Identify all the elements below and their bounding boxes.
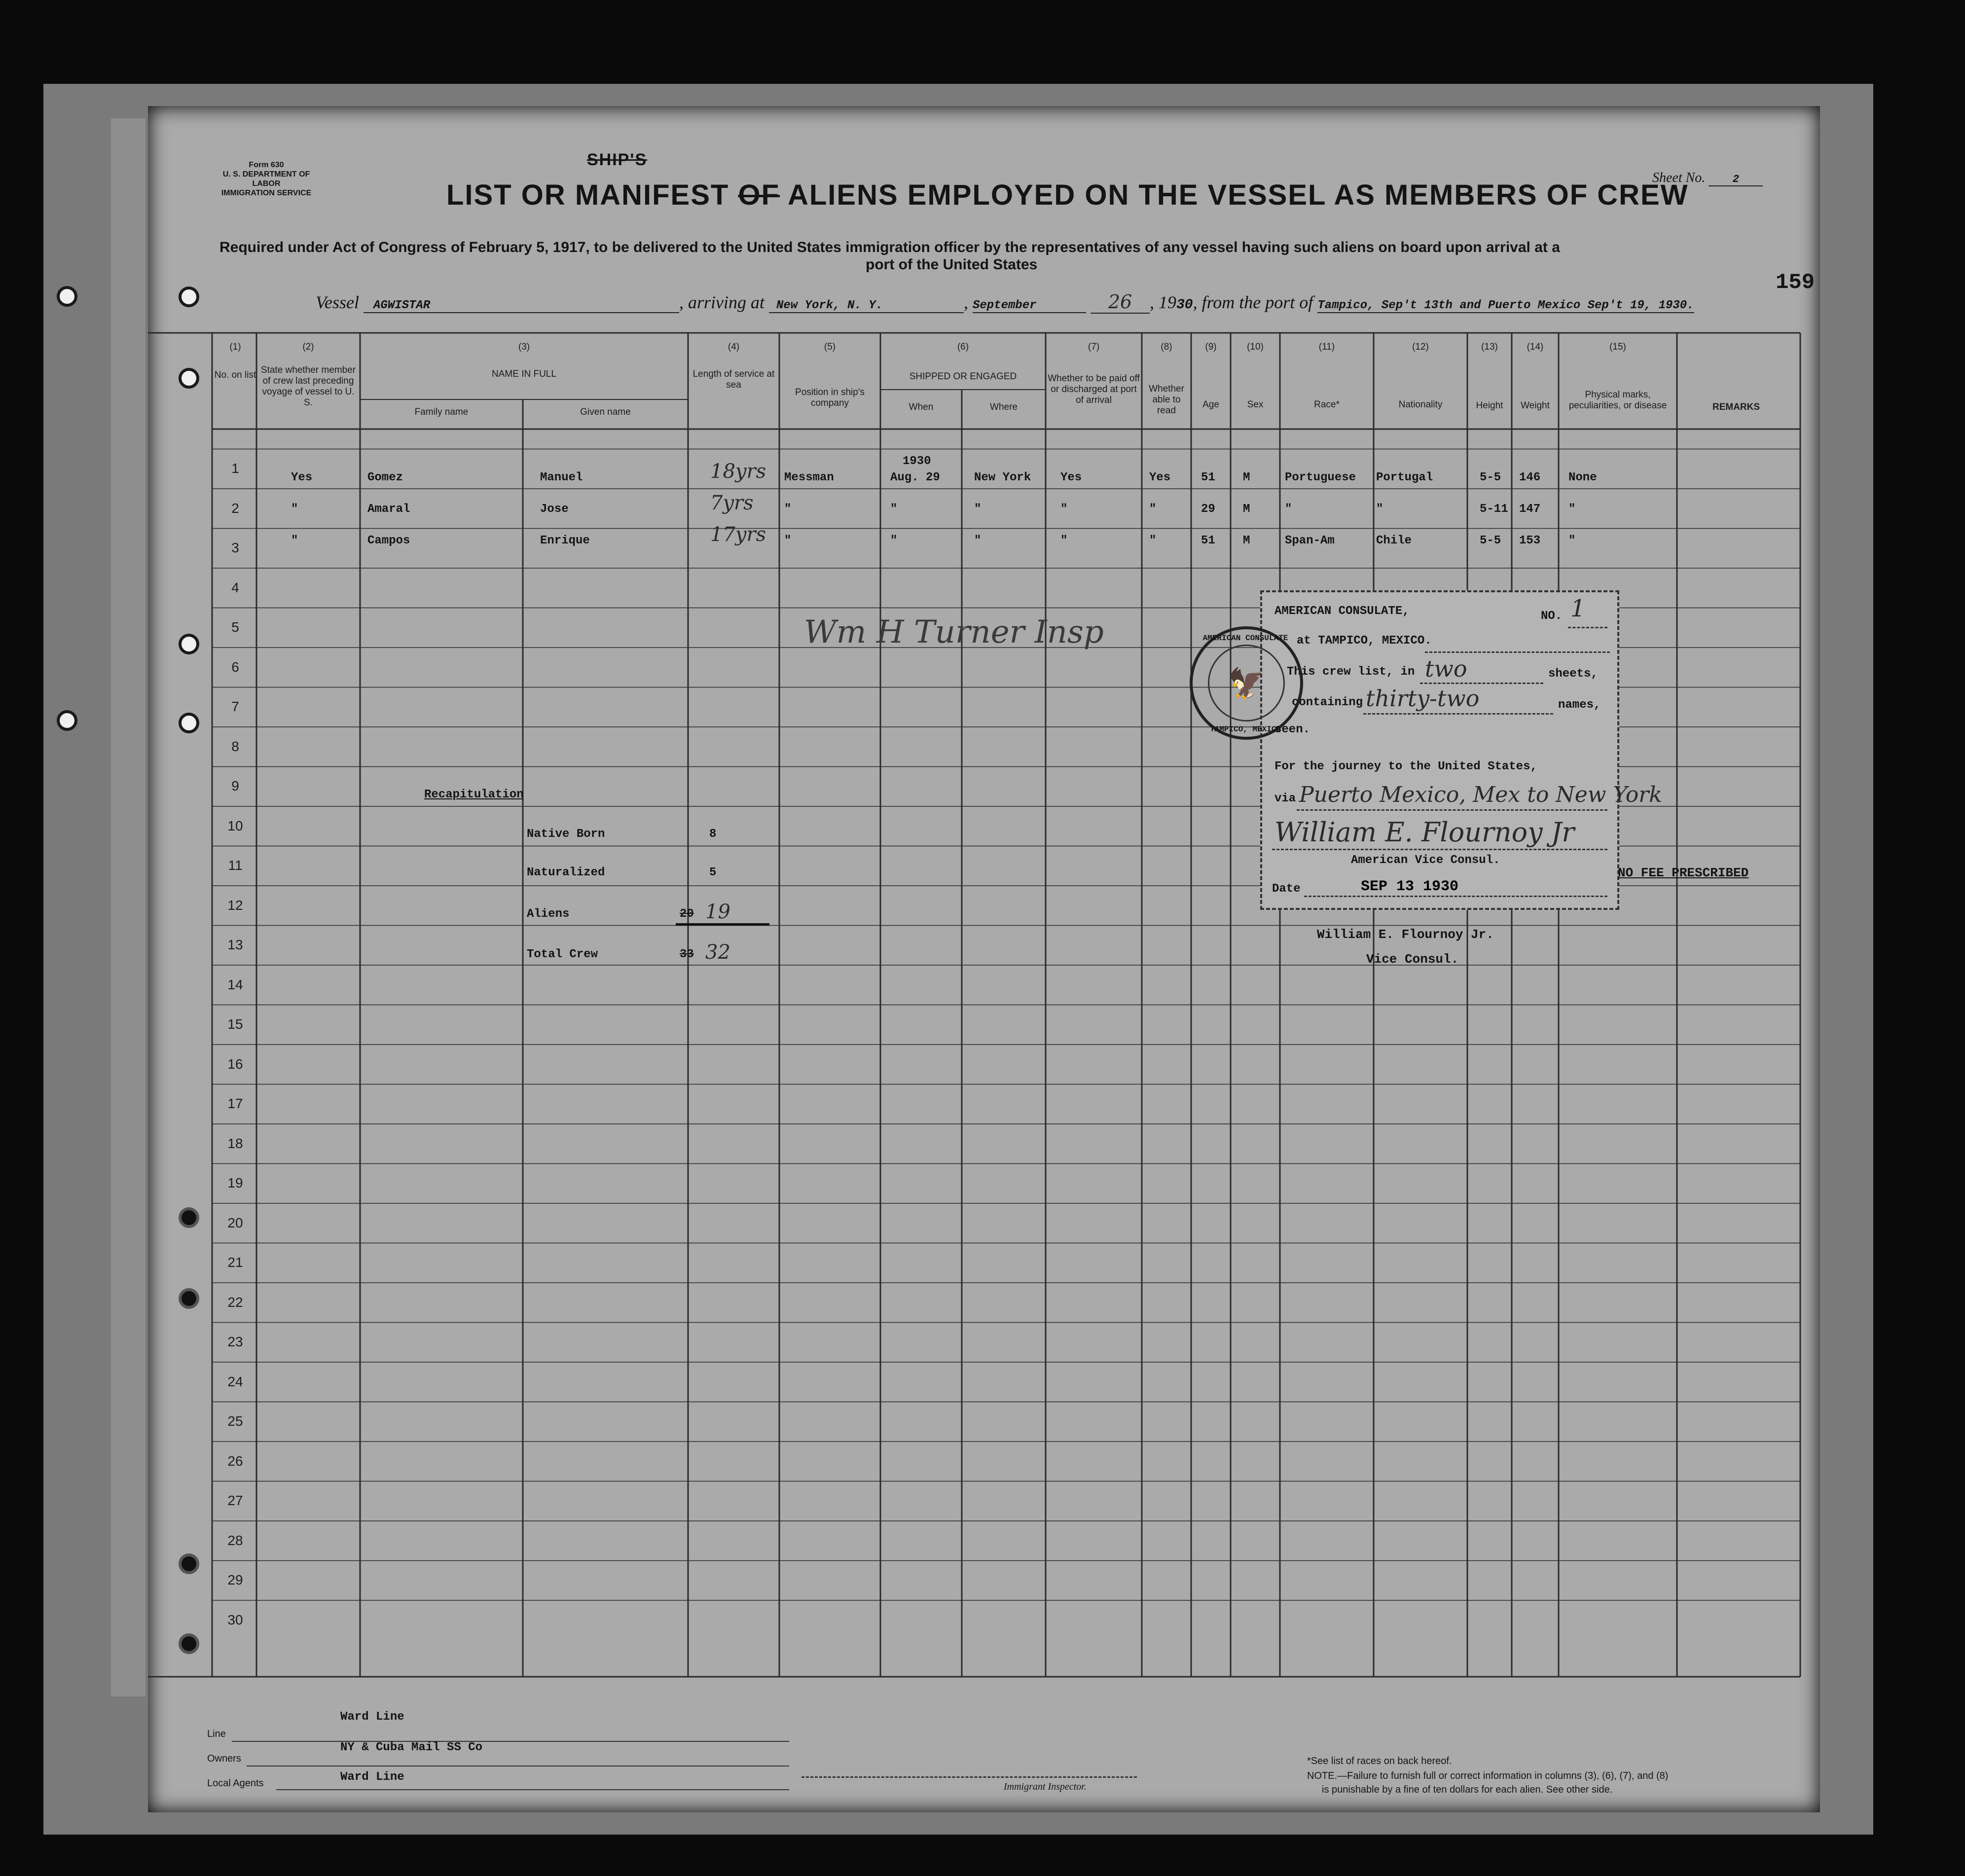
row-number: 18	[227, 1135, 243, 1151]
crew-marks: "	[1568, 503, 1576, 516]
crew-race: Portuguese	[1285, 471, 1356, 484]
crew-family: Campos	[367, 534, 410, 547]
arrival-day: 26	[1091, 291, 1150, 314]
crew-paid: "	[1060, 534, 1068, 547]
crew-sex: M	[1243, 534, 1250, 547]
row-number: 29	[227, 1572, 243, 1587]
crew-when-year: 1930	[903, 455, 931, 468]
crew-when: "	[890, 503, 898, 516]
form-subtitle-2: port of the United States	[866, 256, 1038, 273]
crew-marks: "	[1568, 534, 1576, 547]
crew-age: 29	[1201, 503, 1215, 516]
vessel-line: Vessel AGWISTAR , arriving at New York, N. Y. , September 26 , 1930, from the port of Tampico, Sep't 13th and Puerto Mexico Sep't 19, 1930.	[316, 291, 1694, 313]
crew-where: "	[974, 534, 982, 547]
crew-age: 51	[1201, 471, 1215, 484]
row-number: 27	[227, 1493, 243, 1508]
row-number: 20	[227, 1215, 243, 1230]
row-number: 1	[231, 461, 239, 476]
crew-read: "	[1149, 534, 1157, 547]
crew-read: Yes	[1149, 471, 1171, 484]
crew-service: 17yrs	[710, 523, 766, 546]
arrival-month: September	[973, 299, 1086, 313]
crew-where: New York	[974, 471, 1031, 484]
crew-when: "	[890, 534, 898, 547]
row-number: 12	[227, 897, 243, 913]
crew-nationality: "	[1376, 503, 1383, 516]
row-number: 24	[227, 1373, 243, 1389]
form-title: LIST OR MANIFEST OF ALIENS EMPLOYED ON THE VESSEL AS MEMBERS OF CREW	[446, 179, 1689, 211]
row-number: 9	[231, 778, 239, 794]
consulate-seal	[1190, 626, 1303, 740]
row-number: 10	[227, 818, 243, 833]
crew-position: "	[784, 503, 792, 516]
crew-service: 7yrs	[710, 492, 754, 514]
consul-typed-title: Vice Consul.	[1366, 952, 1459, 967]
crew-read: "	[1149, 503, 1157, 516]
row-number: 13	[227, 937, 243, 952]
crew-weight: 147	[1519, 503, 1541, 516]
page-number: 159	[1776, 270, 1815, 295]
departure-port: Tampico, Sep't 13th and Puerto Mexico Sep't 19, 1930.	[1317, 299, 1694, 312]
form-id: Form 630 U. S. DEPARTMENT OF LABOR IMMIGRATION SERVICE	[221, 161, 312, 197]
crew-height: 5-5	[1480, 534, 1501, 547]
row-number: 25	[227, 1413, 243, 1429]
crew-marks: None	[1568, 471, 1597, 484]
row-number: 22	[227, 1294, 243, 1310]
crew-paid: Yes	[1060, 471, 1082, 484]
consul-typed-name: William E. Flournoy Jr.	[1317, 927, 1494, 942]
row-number: 14	[227, 976, 243, 992]
row-number: 5	[231, 619, 239, 635]
vessel-name: AGWISTAR	[364, 299, 679, 313]
row-number: 17	[227, 1096, 243, 1111]
crew-given: Manuel	[540, 471, 583, 484]
consul-signature: William E. Flournoy Jr	[1274, 817, 1575, 848]
row-number: 21	[227, 1255, 243, 1270]
crew-family: Amaral	[367, 503, 410, 516]
crew-given: Jose	[540, 503, 569, 516]
row-number: 15	[227, 1016, 243, 1032]
row-number: 11	[228, 858, 243, 873]
crew-weight: 153	[1519, 534, 1541, 547]
crew-height: 5-5	[1480, 471, 1501, 484]
row-number: 6	[231, 659, 239, 675]
row-number: 16	[227, 1056, 243, 1072]
row-number: 28	[227, 1532, 243, 1548]
sheet-number: Sheet No. 2	[1652, 170, 1763, 186]
form-subtitle: Required under Act of Congress of February 5, 1917, to be delivered to the United States immigration officer by the representatives of any vessel having such aliens on board upon arrival at a	[219, 239, 1560, 255]
crew-position: "	[784, 534, 792, 547]
row-number: 23	[227, 1334, 243, 1349]
crew-nationality: Portugal	[1376, 471, 1433, 484]
crew-race: "	[1285, 503, 1292, 516]
struck-word: SHIP'S	[587, 150, 648, 169]
row-number: 30	[227, 1612, 243, 1627]
arrival-port: New York, N. Y.	[769, 299, 964, 313]
crew-prev: Yes	[291, 471, 313, 484]
consulate-stamp: AMERICAN CONSULATE, NO. 1 at TAMPICO, MEXICO. This crew list, in two sheets, containing thirty-two names, seen. For the journey to the United States, via Puerto Mexico, Mex to New York William E. Flournoy Jr American Vice Consul. Date SEP 13 1930	[1260, 590, 1619, 910]
crew-age: 51	[1201, 534, 1215, 547]
crew-sex: M	[1243, 471, 1250, 484]
eagle-icon: 🦅	[1208, 645, 1285, 722]
crew-where: "	[974, 503, 982, 516]
row-number: 7	[231, 699, 239, 714]
crew-given: Enrique	[540, 534, 590, 547]
crew-service: 18yrs	[710, 460, 766, 483]
row-number: 8	[231, 738, 239, 754]
crew-paid: "	[1060, 503, 1068, 516]
crew-race: Span-Am	[1285, 534, 1335, 547]
inspector-signature: Wm H Turner Insp	[804, 614, 1104, 650]
crew-sex: M	[1243, 503, 1250, 516]
row-number: 4	[231, 579, 239, 595]
crew-position: Messman	[784, 471, 834, 484]
crew-prev: "	[291, 534, 298, 547]
crew-family: Gomez	[367, 471, 403, 484]
row-number: 3	[231, 540, 239, 555]
row-number: 26	[227, 1453, 243, 1469]
row-number: 2	[231, 500, 239, 516]
crew-nationality: Chile	[1376, 534, 1412, 547]
no-fee-stamp: NO FEE PRESCRIBED	[1618, 866, 1749, 880]
crew-when: Aug. 29	[890, 471, 940, 484]
crew-height: 5-11	[1480, 503, 1508, 516]
row-number: 19	[227, 1175, 243, 1191]
crew-prev: "	[291, 503, 298, 516]
crew-weight: 146	[1519, 471, 1541, 484]
